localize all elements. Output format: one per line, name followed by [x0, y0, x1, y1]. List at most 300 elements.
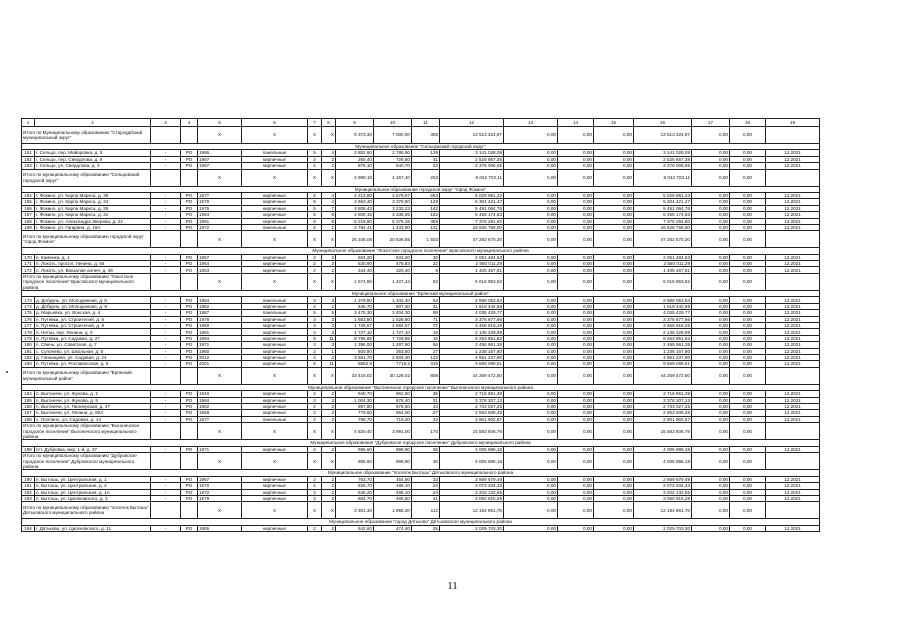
- row-number: 182: [22, 354, 35, 360]
- data-cell: 0,00: [558, 224, 594, 230]
- data-cell: 12.2021: [766, 261, 820, 267]
- page-number: 11: [447, 580, 458, 592]
- data-cell: 0,00: [730, 316, 766, 322]
- data-cell: 474,40: [374, 525, 412, 531]
- data-cell: -: [151, 446, 181, 452]
- subtotal-cell: 0,00: [504, 453, 558, 470]
- address-cell: с. Полпино, ул. Садовая, д. 14: [35, 416, 151, 422]
- data-cell: 5: [308, 335, 322, 341]
- subtotal-cell: 0,00: [692, 453, 730, 470]
- address-cell: п. Каменка, д. 1: [35, 254, 151, 260]
- data-cell: 0,00: [730, 403, 766, 409]
- data-cell: 2: [308, 525, 322, 531]
- data-cell: 1987: [198, 310, 242, 316]
- data-cell: 0,00: [692, 224, 730, 230]
- data-cell: РО: [181, 416, 198, 422]
- data-cell: 12.2021: [766, 267, 820, 273]
- data-cell: 4: [322, 354, 336, 360]
- subtotal-cell: 0,00: [594, 423, 634, 440]
- data-cell: 0,00: [692, 354, 730, 360]
- row-number: 165: [22, 199, 35, 205]
- data-cell: 0,00: [730, 192, 766, 198]
- subtotal-row: [22, 367, 820, 384]
- data-cell: 1970: [198, 483, 242, 489]
- data-cell: 1972: [198, 489, 242, 495]
- data-cell: 0,00: [504, 297, 558, 303]
- data-cell: -: [151, 205, 181, 211]
- data-cell: 12.2021: [766, 316, 820, 322]
- data-cell: кирпичные: [242, 483, 308, 489]
- data-cell: 0,00: [594, 218, 634, 224]
- data-cell: 0,00: [504, 348, 558, 354]
- data-cell: 0,00: [504, 525, 558, 531]
- data-cell: 0,00: [558, 205, 594, 211]
- subtotal-cell: 4 989,10: [336, 169, 374, 186]
- subtotal-cell: [766, 453, 820, 470]
- address-cell: д. Добрунь, ул. Молодежная, д. 5: [35, 297, 151, 303]
- data-cell: РО: [181, 323, 198, 329]
- subtotal-cell: X: [322, 169, 336, 186]
- data-cell: 4: [322, 199, 336, 205]
- data-cell: кирпичные: [242, 476, 308, 482]
- data-cell: кирпичные: [242, 323, 308, 329]
- subtotal-cell: X: [198, 127, 242, 144]
- column-number: 6: [242, 119, 308, 127]
- subtotal-cell: 112: [412, 502, 440, 519]
- address-cell: г. Фокино, ул. Карла Маркса, д. 30: [35, 192, 151, 198]
- data-cell: 0,00: [692, 361, 730, 367]
- row-number: 163: [22, 163, 35, 169]
- data-cell: 0,00: [730, 342, 766, 348]
- data-cell: 1 287,90: [374, 342, 412, 348]
- data-cell: 1940: [198, 391, 242, 397]
- data-cell: 2 784,41: [336, 224, 374, 230]
- subtotal-cell: [181, 273, 198, 290]
- address-cell: п. Бытошь, ул. Центральная, д. 2: [35, 483, 151, 489]
- data-cell: 5 455 174,83: [440, 212, 504, 218]
- data-cell: 5 028 981,23: [440, 192, 504, 198]
- address-cell: г. Дятьково, ул. Циолковского, д. 11: [35, 525, 151, 531]
- data-cell: 496,10: [374, 483, 412, 489]
- subtotal-cell: 0,00: [558, 453, 594, 470]
- data-cell: 0,00: [504, 489, 558, 495]
- data-cell: 23: [412, 163, 440, 169]
- data-cell: 0,00: [558, 410, 594, 416]
- column-number: 2: [35, 119, 151, 127]
- address-cell: г. Фокино, ул. Карла Маркса, д. 31: [35, 212, 151, 218]
- data-cell: 7716,2: [374, 361, 412, 367]
- data-cell: 1962: [198, 403, 242, 409]
- subtotal-cell: 1 574,50: [336, 273, 374, 290]
- data-cell: 12.2021: [766, 254, 820, 260]
- subtotal-cell: 9 373,30: [336, 127, 374, 144]
- data-cell: 315: [412, 361, 440, 367]
- data-cell: 607,30: [374, 303, 412, 309]
- data-cell: 27: [412, 348, 440, 354]
- data-cell: 24: [412, 489, 440, 495]
- data-cell: 0,00: [730, 348, 766, 354]
- data-cell: кирпичные: [242, 329, 308, 335]
- row-number: 167: [22, 212, 35, 218]
- data-cell: 5: [308, 361, 322, 367]
- data-cell: 0,00: [504, 410, 558, 416]
- row-number: 186: [22, 403, 35, 409]
- subtotal-cell: X: [308, 169, 322, 186]
- subtotal-cell: 170: [412, 423, 440, 440]
- data-cell: 9 569 089,51: [440, 361, 504, 367]
- subtotal-cell: 0,00: [594, 367, 634, 384]
- subtotal-cell: 0,00: [594, 502, 634, 519]
- data-cell: 0,00: [558, 483, 594, 489]
- subtotal-cell: 898,90: [374, 453, 412, 470]
- data-cell: 7 376 291,80: [634, 218, 692, 224]
- data-cell: 0,00: [692, 261, 730, 267]
- section-title: Муниципальное образование "Сельцовский городской округ": [22, 144, 820, 150]
- data-cell: 3 050 815,29: [440, 495, 504, 501]
- data-cell: 12.2021: [766, 483, 820, 489]
- subtotal-cell: 0,00: [692, 502, 730, 519]
- data-cell: 0,00: [504, 361, 558, 367]
- data-cell: 0,00: [730, 261, 766, 267]
- subtotal-cell: [766, 367, 820, 384]
- subtotal-cell: 0,00: [504, 502, 558, 519]
- data-cell: -: [151, 303, 181, 309]
- data-cell: -: [151, 156, 181, 162]
- data-cell: 3 808,43: [336, 205, 374, 211]
- data-cell: 12.2021: [766, 495, 820, 501]
- data-cell: 5: [412, 267, 440, 273]
- subtotal-cell: 0,00: [504, 367, 558, 384]
- data-cell: 12.2021: [766, 476, 820, 482]
- data-cell: 2 029 703,30: [634, 525, 692, 531]
- subtotal-cell: X: [198, 367, 242, 384]
- data-cell: 798,70: [336, 416, 374, 422]
- data-cell: кирпичные: [242, 403, 308, 409]
- data-cell: 0,00: [504, 323, 558, 329]
- subtotal-cell: 13 513 324,97: [634, 127, 692, 144]
- data-cell: 0,00: [504, 342, 558, 348]
- data-cell: 0,00: [504, 446, 558, 452]
- subtotal-cell: X: [322, 453, 336, 470]
- data-cell: кирпичные: [242, 254, 308, 260]
- data-cell: 0,00: [558, 342, 594, 348]
- data-cell: 33: [412, 416, 440, 422]
- data-cell: 9 253 851,83: [440, 335, 504, 341]
- data-cell: РО: [181, 489, 198, 495]
- data-cell: 495,60: [374, 495, 412, 501]
- subtotal-cell: X: [198, 169, 242, 186]
- data-cell: 0,00: [730, 495, 766, 501]
- data-cell: 7: [322, 205, 336, 211]
- data-cell: 0,00: [504, 416, 558, 422]
- data-cell: 3 233,23: [374, 205, 412, 211]
- data-cell: 0,00: [692, 391, 730, 397]
- data-cell: РО: [181, 212, 198, 218]
- subtotal-cell: 0,00: [730, 127, 766, 144]
- subtotal-cell: X: [308, 273, 322, 290]
- subtotal-row: [22, 423, 820, 440]
- data-cell: 898,90: [374, 446, 412, 452]
- data-cell: панельные: [242, 416, 308, 422]
- data-cell: 1 729,57: [336, 323, 374, 329]
- data-cell: 139: [412, 150, 440, 156]
- subtotal-cell: 0,00: [558, 502, 594, 519]
- data-cell: РО: [181, 361, 198, 367]
- row-number: 190: [22, 476, 35, 482]
- data-cell: РО: [181, 163, 198, 169]
- data-cell: -: [151, 397, 181, 403]
- subtotal-cell: [181, 169, 198, 186]
- data-cell: 0,00: [730, 224, 766, 230]
- subtotal-cell: [766, 231, 820, 248]
- data-cell: 0,00: [692, 192, 730, 198]
- data-cell: 0,00: [504, 403, 558, 409]
- data-cell: 0,00: [730, 205, 766, 211]
- subtotal-cell: 3 991,00: [374, 423, 412, 440]
- data-cell: 0,00: [730, 397, 766, 403]
- data-cell: 3: [308, 323, 322, 329]
- data-cell: 0,00: [692, 403, 730, 409]
- subtotal-cell: 7 000,50: [374, 127, 412, 144]
- data-cell: 2 029 703,30: [440, 525, 504, 531]
- subtotal-cell: X: [242, 453, 308, 470]
- data-cell: 1981: [198, 218, 242, 224]
- data-cell: панельные: [242, 150, 308, 156]
- data-cell: РО: [181, 410, 198, 416]
- data-cell: 0,00: [594, 205, 634, 211]
- row-number: 187: [22, 410, 35, 416]
- data-cell: 1 564,57: [374, 323, 412, 329]
- subtotal-cell: [766, 169, 820, 186]
- data-cell: 0,00: [594, 342, 634, 348]
- data-cell: 18 626 756,00: [634, 224, 692, 230]
- data-cell: кирпичные: [242, 212, 308, 218]
- data-cell: 0,00: [692, 342, 730, 348]
- data-cell: 0,00: [730, 267, 766, 273]
- subtotal-label: Итого по муниципальному образованию "поселок Бытошь" Дятьковского муниципального района: [22, 502, 151, 519]
- data-cell: 0,00: [730, 335, 766, 341]
- data-cell: 12.2021: [766, 310, 820, 316]
- data-cell: 0,00: [594, 410, 634, 416]
- subtotal-cell: 0,00: [504, 231, 558, 248]
- data-cell: РО: [181, 303, 198, 309]
- data-cell: 0,00: [692, 525, 730, 531]
- data-cell: 0,00: [558, 297, 594, 303]
- row-number: 178: [22, 329, 35, 335]
- subtotal-cell: [181, 231, 198, 248]
- data-cell: 2: [308, 261, 322, 267]
- data-cell: 876,50: [374, 403, 412, 409]
- address-cell: п. Выгоничи, ул. Пионерская, д. 47: [35, 403, 151, 409]
- column-number: 19: [766, 119, 820, 127]
- column-number: 9: [336, 119, 374, 127]
- data-cell: 0,00: [504, 199, 558, 205]
- data-cell: 5: [322, 310, 336, 316]
- data-cell: -: [151, 483, 181, 489]
- data-cell: -: [151, 212, 181, 218]
- data-cell: 0,00: [594, 495, 634, 501]
- data-cell: 5 491 064,76: [634, 205, 692, 211]
- data-cell: 3: [322, 316, 336, 322]
- data-cell: 4 035 429,77: [440, 310, 504, 316]
- row-number: 184: [22, 391, 35, 397]
- data-cell: 0,00: [558, 446, 594, 452]
- address-cell: п. Локоть, ул. Вокзалая аллея, д. 49: [35, 267, 151, 273]
- data-cell: 43: [412, 403, 440, 409]
- data-cell: 0,00: [504, 483, 558, 489]
- subtotal-cell: 0,00: [730, 502, 766, 519]
- data-cell: 2: [308, 348, 322, 354]
- subtotal-cell: 0,00: [692, 367, 730, 384]
- data-cell: 3 378 207,13: [440, 397, 504, 403]
- subtotal-cell: 0,00: [730, 169, 766, 186]
- data-cell: 0,00: [558, 335, 594, 341]
- data-cell: 1971: [198, 446, 242, 452]
- subtotal-cell: 0,00: [594, 273, 634, 290]
- address-cell: п. Свень, ул. Советская, д. 7: [35, 342, 151, 348]
- data-cell: 5: [308, 310, 322, 316]
- data-cell: 12.2021: [766, 391, 820, 397]
- data-cell: 2012: [198, 354, 242, 360]
- data-cell: 6: [322, 212, 336, 218]
- data-cell: 4 213,80: [336, 192, 374, 198]
- data-cell: 1 433,90: [374, 224, 412, 230]
- subtotal-row: [22, 453, 820, 470]
- data-cell: 3: [322, 397, 336, 403]
- data-cell: 0,00: [594, 267, 634, 273]
- data-cell: кирпичные: [242, 303, 308, 309]
- subtotal-cell: 0,00: [692, 169, 730, 186]
- data-cell: 2: [308, 303, 322, 309]
- data-cell: кирпичные: [242, 163, 308, 169]
- data-cell: 4: [322, 150, 336, 156]
- data-cell: кирпичные: [242, 342, 308, 348]
- data-cell: 645,70: [336, 303, 374, 309]
- row-number: 170: [22, 254, 35, 260]
- data-cell: 454,80: [374, 476, 412, 482]
- data-cell: 0,00: [594, 489, 634, 495]
- data-cell: 2: [322, 495, 336, 501]
- data-cell: 3 050 815,29: [634, 495, 692, 501]
- data-cell: 0,00: [594, 476, 634, 482]
- data-cell: 5: [308, 192, 322, 198]
- data-cell: 2001: [198, 361, 242, 367]
- data-cell: -: [151, 361, 181, 367]
- subtotal-cell: X: [242, 231, 308, 248]
- data-cell: 2 525 667,38: [634, 156, 692, 162]
- data-cell: 0,00: [594, 224, 634, 230]
- data-cell: 0,00: [730, 218, 766, 224]
- data-cell: кирпичные: [242, 205, 308, 211]
- data-cell: 4 551 237,90: [440, 354, 504, 360]
- data-cell: 12.2021: [766, 410, 820, 416]
- data-cell: 985,60: [336, 446, 374, 452]
- data-cell: 0,00: [692, 267, 730, 273]
- data-cell: 0,00: [504, 261, 558, 267]
- data-cell: 0,00: [730, 303, 766, 309]
- data-cell: 631,20: [374, 254, 412, 260]
- data-cell: 2: [322, 267, 336, 273]
- subtotal-label: Итого по муниципальному образованию "Локотское городское поселение" Брасовского муниципального района: [22, 273, 151, 290]
- data-cell: РО: [181, 192, 198, 198]
- subtotal-cell: 6 016 953,92: [440, 273, 504, 290]
- data-cell: кирпичные: [242, 354, 308, 360]
- address-cell: п. Путевка, ул. Строителей, д. 5: [35, 316, 151, 322]
- data-cell: 2 869 679,49: [440, 476, 504, 482]
- data-cell: 2 550 011,29: [634, 261, 692, 267]
- data-cell: 3 376 677,66: [440, 316, 504, 322]
- data-cell: 654,00: [374, 410, 412, 416]
- data-cell: 876,10: [336, 163, 374, 169]
- subtotal-cell: [766, 273, 820, 290]
- data-cell: 0,00: [730, 163, 766, 169]
- data-cell: 779,60: [336, 410, 374, 416]
- subtotal-cell: X: [198, 502, 242, 519]
- data-cell: 2: [308, 446, 322, 452]
- data-cell: 0,00: [504, 205, 558, 211]
- data-cell: 12.2021: [766, 446, 820, 452]
- data-cell: 0,00: [594, 297, 634, 303]
- subtotal-cell: 4 005 986,18: [440, 453, 504, 470]
- subtotal-cell: 0,00: [730, 367, 766, 384]
- data-cell: 0,00: [594, 483, 634, 489]
- data-cell: 2: [322, 156, 336, 162]
- data-cell: -: [151, 335, 181, 341]
- data-cell: 368: [412, 218, 440, 224]
- column-number: 12: [440, 119, 504, 127]
- section-title: Муниципальное образование "Дубровское городское поселение" Дубровского муниципального района: [22, 440, 820, 446]
- data-cell: 1 342,40: [374, 297, 412, 303]
- column-number: 4: [181, 119, 198, 127]
- subtotal-cell: [151, 502, 181, 519]
- column-number: 10: [374, 119, 412, 127]
- subtotal-cell: 0,00: [504, 169, 558, 186]
- data-cell: 0,00: [504, 156, 558, 162]
- data-cell: 12.2021: [766, 348, 820, 354]
- subtotal-cell: 6 016 953,92: [634, 273, 692, 290]
- column-number: 1: [22, 119, 35, 127]
- subtotal-cell: 0,00: [730, 231, 766, 248]
- subtotal-cell: 0,00: [594, 127, 634, 144]
- data-cell: 1977: [198, 192, 242, 198]
- data-cell: 1953: [198, 267, 242, 273]
- data-cell: 542,60: [336, 525, 374, 531]
- subtotal-cell: X: [198, 273, 242, 290]
- data-cell: 0,00: [692, 329, 730, 335]
- data-cell: 4: [308, 329, 322, 335]
- row-number: 166: [22, 205, 35, 211]
- data-cell: 0,00: [692, 348, 730, 354]
- data-cell: 530,90: [336, 261, 374, 267]
- data-cell: 0,00: [692, 163, 730, 169]
- data-cell: 3 404,30: [374, 310, 412, 316]
- data-cell: 12.2021: [766, 335, 820, 341]
- data-cell: 2: [322, 416, 336, 422]
- data-cell: 12.2021: [766, 224, 820, 230]
- data-cell: кирпичные: [242, 316, 308, 322]
- subtotal-cell: [151, 273, 181, 290]
- data-cell: 0,00: [558, 348, 594, 354]
- data-cell: 18 626 756,00: [440, 224, 504, 230]
- data-cell: -: [151, 310, 181, 316]
- data-cell: 0,00: [504, 354, 558, 360]
- data-cell: 3 072 334,33: [440, 483, 504, 489]
- data-cell: 0,00: [504, 163, 558, 169]
- data-cell: -: [151, 199, 181, 205]
- data-cell: 1972: [198, 224, 242, 230]
- row-number: 164: [22, 192, 35, 198]
- subtotal-row: [22, 273, 820, 290]
